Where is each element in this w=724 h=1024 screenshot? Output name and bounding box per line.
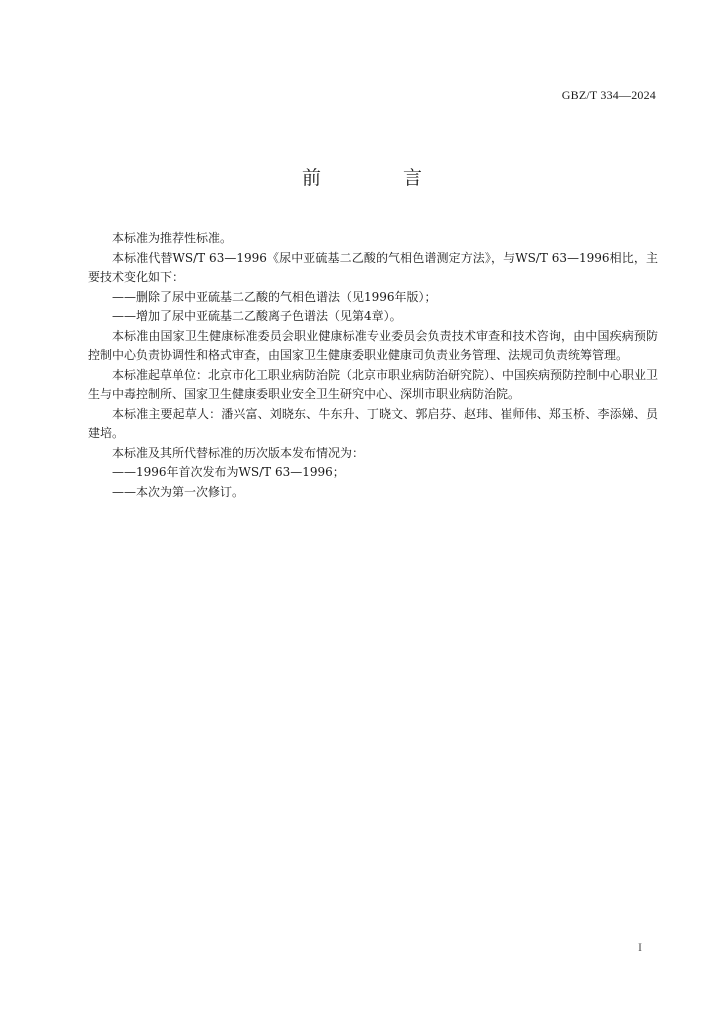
page-title: 前 言 <box>301 167 461 189</box>
paragraph-recommended: 本标准为推荐性标准。 <box>112 231 233 245</box>
paragraph-history-intro: 本标准及其所代替标准的历次版本发布情况为： <box>112 445 365 460</box>
paragraph-responsible-bodies: 本标准由国家卫生健康标准委员会职业健康标准专业委员会负责技术审查和技术咨询，由中国疾病预防控制中心负责协调性和格式审查，由国家卫生健康委职业健康司负责业务管理、法规司负责统筹管理。 <box>88 328 658 362</box>
paragraph-replaces: 本标准代替WS/T 63—1996《尿中亚硫基二乙酸的气相色谱测定方法》，与WS/T 63—1996相比，主要技术变化如下： <box>88 250 658 284</box>
paragraph-change-removed: ——删除了尿中亚硫基二乙酸的气相色谱法（见1996年版）； <box>112 289 437 304</box>
foreword-body <box>88 229 658 502</box>
paragraph-history-current: ——本次为第一次修订。 <box>112 484 245 499</box>
paragraph-history-first: ——1996年首次发布为WS/T 63—1996； <box>112 465 345 479</box>
paragraph-change-added: ——增加了尿中亚硫基二乙酸离子色谱法（见第4章）。 <box>112 309 402 323</box>
standard-code: GBZ/T 334—2024 <box>561 88 656 102</box>
page-number: I <box>638 940 642 954</box>
paragraph-drafters: 本标准主要起草人：潘兴富、刘晓东、牛东升、丁晓文、郭启芬、赵玮、崔师伟、郑玉桥、李添娣、员建培。 <box>88 406 658 440</box>
paragraph-drafting-units: 本标准起草单位：北京市化工职业病防治院（北京市职业病防治研究院）、中国疾病预防控制中心职业卫生与中毒控制所、国家卫生健康委职业安全卫生研究中心、深圳市职业病防治院。 <box>88 367 659 401</box>
